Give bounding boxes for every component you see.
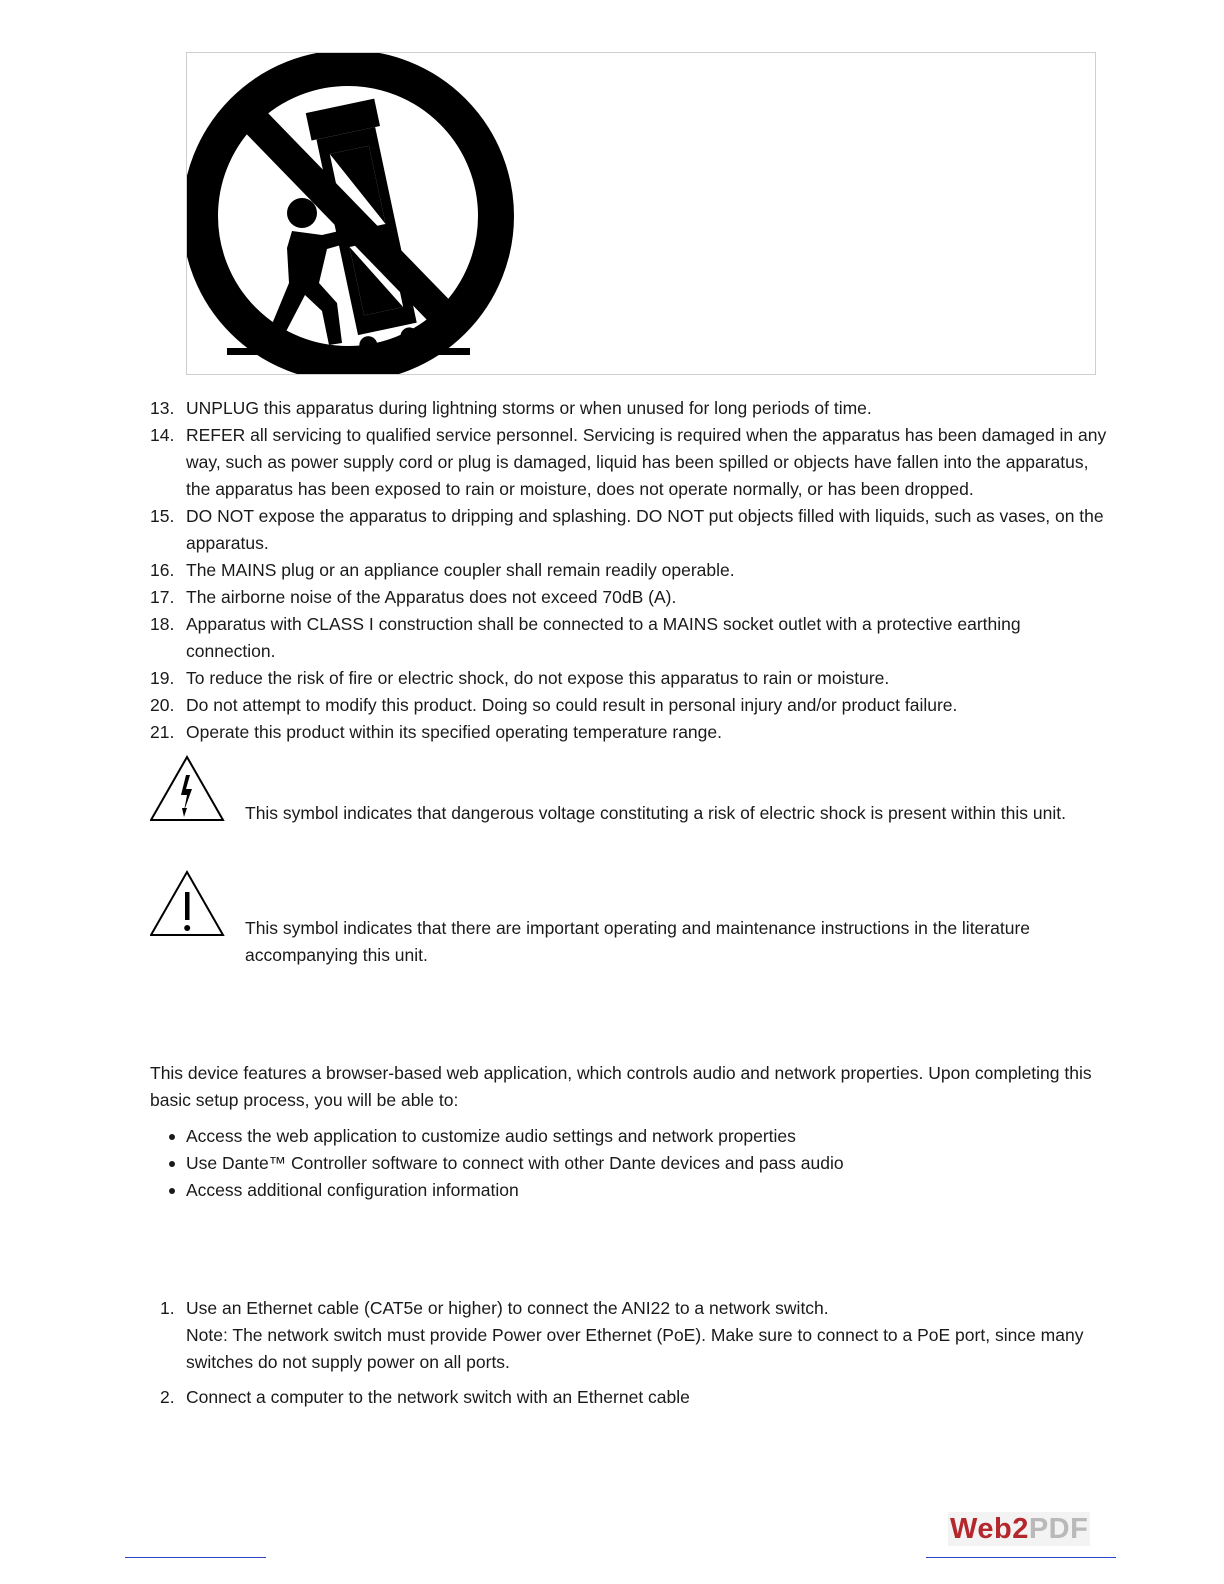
list-item: 14. REFER all servicing to qualified service personnel. Servicing is required when the apparatus has been damaged in any way, such as power supply cord or plug is damaged, liquid has been spilled or objects have fallen into the apparatus, the apparatus has been exposed to rain or moisture, does not operate normally, or has been dropped.: [150, 425, 1107, 499]
intro-paragraph: This device features a browser-based web application, which controls audio and network properties. Upon completing this basic setup process, you will be able to:: [150, 1063, 1092, 1110]
features-list: [150, 1123, 844, 1204]
step-note: Note: The network switch must provide Power over Ethernet (PoE). Make sure to connect to a PoE port, since many switches do not supply power on all ports.: [186, 1325, 1084, 1372]
symbol-description: This symbol indicates that dangerous voltage constituting a risk of electric shock is present within this unit.: [245, 803, 1066, 823]
electric-shock-symbol-block: [150, 755, 1110, 855]
instructions-symbol-block: [150, 870, 1110, 970]
list-item: 19. To reduce the risk of fire or electric shock, do not expose this apparatus to rain or moisture.: [150, 668, 890, 688]
list-item: Use Dante™ Controller software to connect with other Dante devices and pass audio: [150, 1150, 844, 1177]
list-item: 15. DO NOT expose the apparatus to dripping and splashing. DO NOT put objects filled with liquids, such as vases, on the apparatus.: [150, 506, 1104, 553]
list-item: Access the web application to customize audio settings and network properties: [150, 1123, 844, 1150]
list-item: 21. Operate this product within its specified operating temperature range.: [150, 722, 722, 742]
symbol-description: This symbol indicates that there are important operating and maintenance instructions in the literature accompanying this unit.: [245, 918, 1031, 965]
list-item: 16. The MAINS plug or an appliance coupler shall remain readily operable.: [150, 560, 735, 580]
web2pdf-logo[interactable]: Web2PDF: [950, 1513, 1089, 1545]
list-item: 18. Apparatus with CLASS I construction shall be connected to a MAINS socket outlet with a protective earthing connection.: [150, 614, 1021, 661]
setup-step: 2. Connect a computer to the network switch with an Ethernet cable: [160, 1387, 690, 1407]
exclamation-warning-icon: [150, 870, 225, 938]
lightning-bolt-warning-icon: [150, 755, 225, 823]
list-item: 20. Do not attempt to modify this product. Doing so could result in personal injury and/or product failure.: [150, 695, 958, 715]
cart-warning-figure: [186, 52, 1096, 375]
footer-link-underline-right[interactable]: [926, 1557, 1116, 1558]
setup-step: 1. Use an Ethernet cable (CAT5e or higher) to connect the ANI22 to a network switch. Note: The network switch must provide Power over Ethernet (PoE). Make sure to connect to a PoE port, since many switches do not supply power on all ports.: [150, 1295, 1110, 1376]
cart-tip-over-warning-icon: [187, 53, 1096, 375]
footer-link-underline-left[interactable]: [125, 1557, 266, 1558]
safety-instructions-list: [150, 395, 1110, 746]
list-item: 13. UNPLUG this apparatus during lightning storms or when unused for long periods of time.: [150, 398, 872, 418]
list-item: 17. The airborne noise of the Apparatus does not exceed 70dB (A).: [150, 587, 677, 607]
list-item: Access additional configuration information: [150, 1177, 844, 1204]
